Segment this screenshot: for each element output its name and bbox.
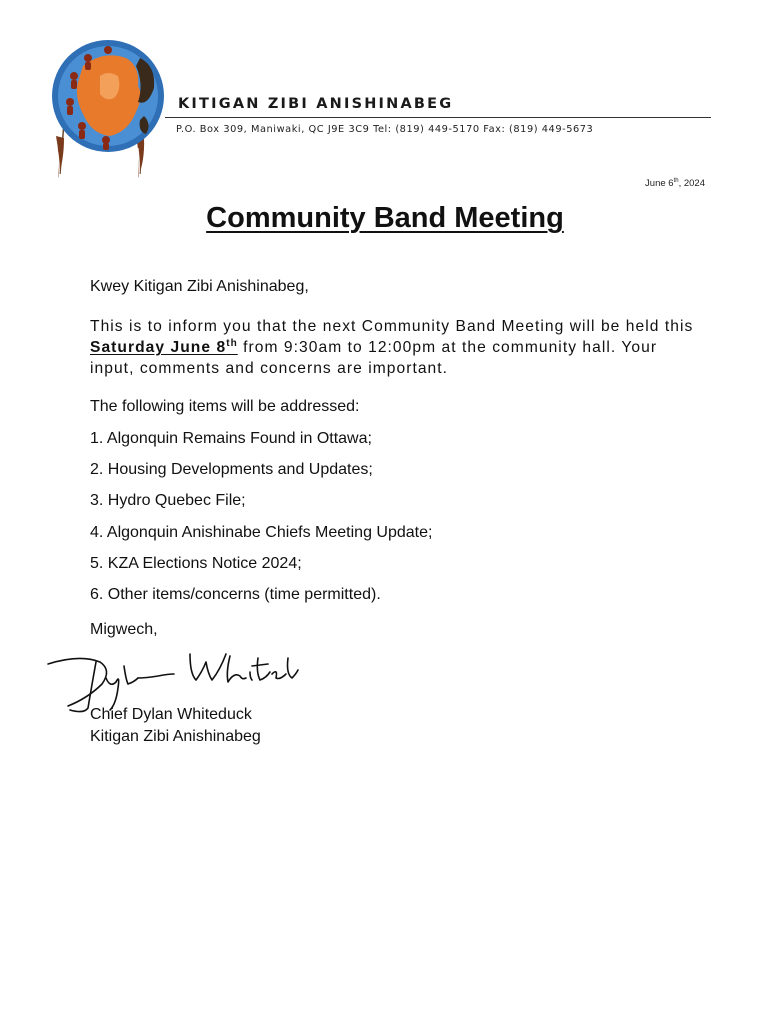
date-text: June 6: [645, 178, 674, 190]
document-title: Community Band Meeting: [206, 202, 564, 234]
greeting: Kwey Kitigan Zibi Anishinabeg,: [90, 278, 309, 295]
meeting-date-emphasis: [90, 339, 238, 356]
agenda-item: 6. Other items/concerns (time permitted).: [90, 585, 381, 603]
letter-date: [645, 178, 705, 189]
date-suffix: th: [673, 178, 679, 184]
agenda-item: 2. Housing Developments and Updates;: [90, 461, 373, 479]
items-intro: The following items will be addressed:: [90, 398, 360, 415]
agenda-item: 4. Algonquin Anishinabe Chiefs Meeting Update;: [90, 523, 433, 541]
body-paragraph: [90, 316, 705, 379]
agenda-item: 1. Algonquin Remains Found in Ottawa;: [90, 430, 372, 447]
contact-info: P.O. Box 309, Maniwaki, QC J9E 3C9 Tel: (819) 449-5170 Fax: (819) 449-5673: [176, 124, 594, 135]
emphasis-text: Saturday June 8: [90, 339, 227, 356]
closing: Migwech,: [90, 621, 158, 638]
signer-organization: Kitigan Zibi Anishinabeg: [90, 728, 261, 745]
signer-name: Chief Dylan Whiteduck: [90, 706, 252, 723]
medicine-wheel-turtle-logo-icon: [48, 36, 170, 182]
organization-name: KITIGAN ZIBI ANISHINABEG: [178, 96, 454, 112]
body-text-part2: from 9:30am to 12:00pm at the community hall. Your input, comments and concerns are important.: [90, 339, 658, 377]
signer-block: [90, 704, 261, 748]
header-rule: [165, 117, 711, 118]
agenda-item: 5. KZA Elections Notice 2024;: [90, 554, 302, 572]
date-year: , 2024: [678, 178, 705, 190]
agenda-list: [90, 429, 432, 616]
emphasis-suffix: th: [226, 337, 238, 349]
body-text-part1: This is to inform you that the next Community Band Meeting will be held this: [90, 318, 694, 335]
agenda-item: 3. Hydro Quebec File;: [90, 492, 246, 510]
